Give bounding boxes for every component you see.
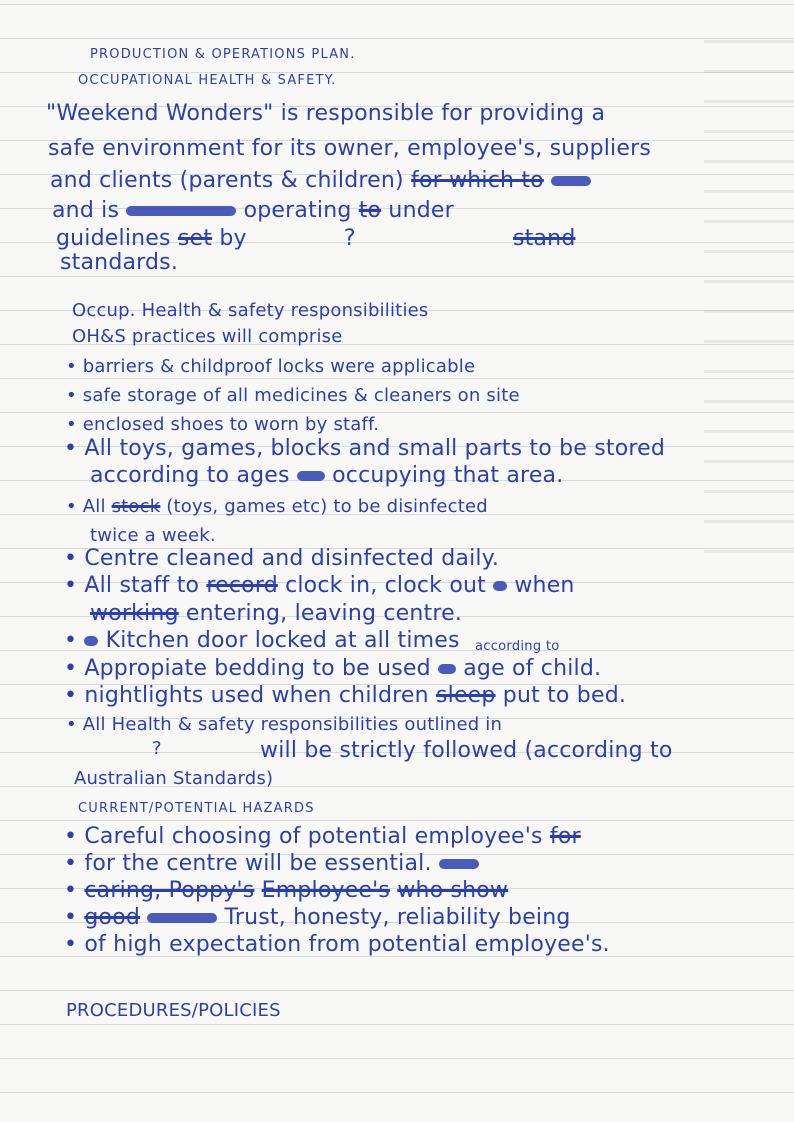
scribble-mark <box>147 913 217 923</box>
section-title-procedures: PROCEDURES/POLICIES <box>66 1000 281 1021</box>
struck-text: for which to <box>411 168 544 193</box>
hazard-item: • caring, Poppy's Employee's who show <box>64 878 509 903</box>
hazard-item: • of high expectation from potential employee's. <box>64 932 610 957</box>
scribble-mark <box>439 859 479 869</box>
practice-item: • Centre cleaned and disinfected daily. <box>64 546 500 571</box>
intro-line-6: standards. <box>60 250 179 275</box>
intro-line-4 <box>52 200 454 222</box>
intro-line-4-b: operating <box>243 198 352 223</box>
intro-line-2: safe environment for its owner, employee's, suppliers <box>48 136 652 161</box>
practice-item: • barriers & childproof locks were applicable <box>66 356 476 377</box>
practice-item-cont: working entering, leaving centre. <box>90 601 463 626</box>
struck-text: stock <box>111 496 161 517</box>
scribble-mark <box>126 206 236 216</box>
struck-text: good <box>84 905 141 930</box>
scribble-mark <box>551 176 591 186</box>
intro-line-3-text: and clients (parents & children) <box>50 168 404 193</box>
practice-item: • Appropiate bedding to be used age of child. <box>64 656 602 681</box>
struck-text: stand <box>513 226 576 251</box>
struck-text: working <box>90 601 179 626</box>
practice-item-cont: twice a week. <box>90 525 216 546</box>
practice-item: • nightlights used when children sleep put to bed. <box>64 683 627 708</box>
intro-line-5 <box>56 228 576 250</box>
struck-text: Employee's <box>261 878 391 903</box>
hazard-item: • Careful choosing of potential employee's for <box>64 824 581 849</box>
struck-text: set <box>177 226 213 251</box>
intro-line-5-b: by <box>219 226 247 251</box>
scribble-mark <box>493 581 507 591</box>
intro-line-4-c: under <box>388 198 454 223</box>
practice-item: • All staff to record clock in, clock out when <box>64 573 575 598</box>
page-subheading: OCCUPATIONAL HEALTH & SAFETY. <box>78 73 337 88</box>
struck-text: record <box>206 573 278 598</box>
hazard-item: • good Trust, honesty, reliability being <box>64 905 571 930</box>
intro-line-5-a: guidelines <box>56 226 171 251</box>
intro-line-3 <box>50 170 591 192</box>
practice-item: • safe storage of all medicines & cleaners on site <box>66 385 520 406</box>
practice-item: • All toys, games, blocks and small parts to be stored <box>64 436 666 461</box>
intro-line-1: "Weekend Wonders" is responsible for providing a <box>46 101 606 126</box>
section-subtitle-practices: OH&S practices will comprise <box>72 326 343 347</box>
hazard-item: • for the centre will be essential. <box>64 853 479 875</box>
practice-item-cont: Australian Standards) <box>74 768 274 789</box>
section-title-responsibilities: Occup. Health & safety responsibilities <box>72 300 429 321</box>
question-mark: ? <box>343 226 356 251</box>
bleed-through-text <box>704 40 794 560</box>
intro-line-4-a: and is <box>52 198 120 223</box>
practice-item: • All stock (toys, games etc) to be disinfected <box>66 496 488 517</box>
scribble-mark <box>84 636 98 646</box>
struck-text: who show <box>397 878 509 903</box>
practice-item: • All Health & safety responsibilities outlined in <box>66 714 503 735</box>
practice-item-cont: according to ages occupying that area. <box>90 463 564 488</box>
insertion-note: according to <box>475 639 560 654</box>
practice-item: • enclosed shoes to worn by staff. <box>66 414 380 435</box>
page-heading: PRODUCTION & OPERATIONS PLAN. <box>90 47 356 62</box>
scribble-mark <box>438 664 456 674</box>
struck-text: sleep <box>435 683 496 708</box>
struck-text: caring, Poppy's <box>84 878 255 903</box>
practice-item: • Kitchen door locked at all times <box>64 628 460 653</box>
practice-item-cont: will be strictly followed (according to <box>260 738 673 763</box>
question-mark: ? <box>152 738 162 759</box>
struck-text: for <box>549 824 581 849</box>
scribble-mark <box>297 471 325 481</box>
section-title-hazards: CURRENT/POTENTIAL HAZARDS <box>78 801 315 816</box>
struck-text: to <box>358 198 382 223</box>
